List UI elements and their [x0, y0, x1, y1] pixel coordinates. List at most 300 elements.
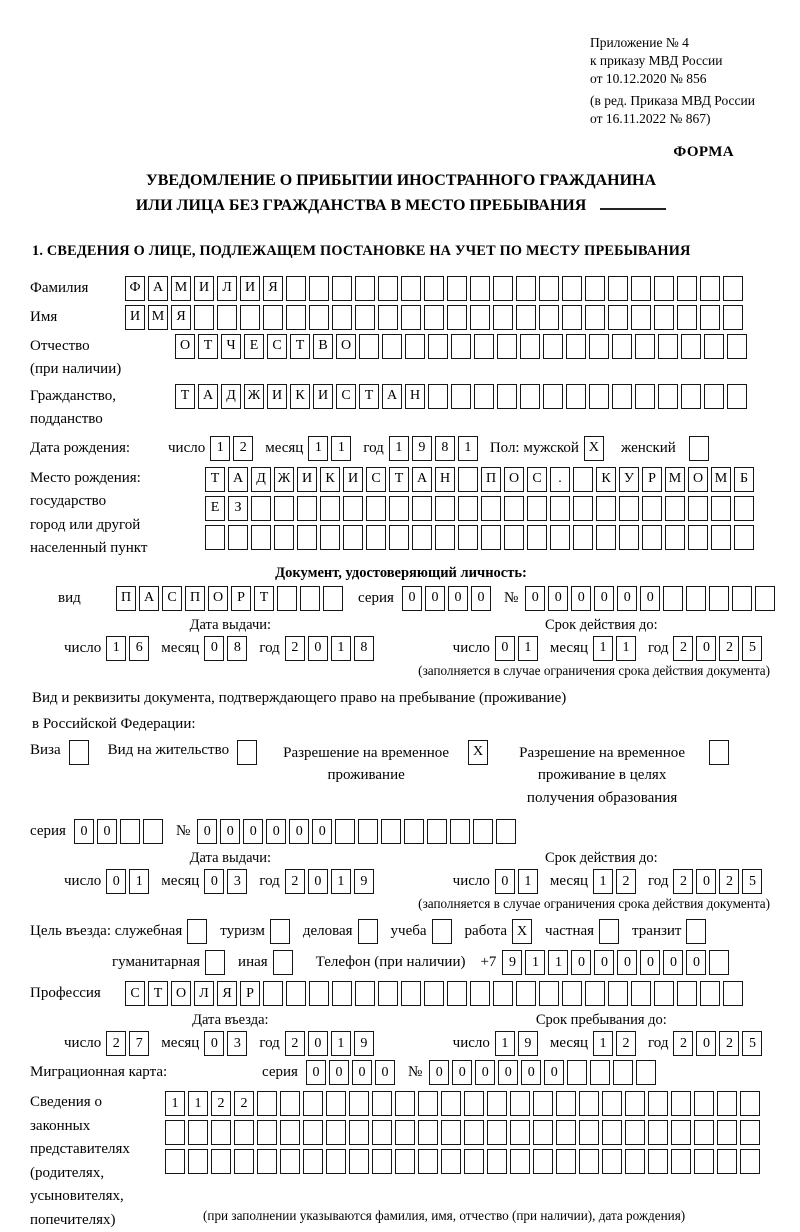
birthplace-cell[interactable]	[527, 525, 547, 550]
purpose-transit-checkbox[interactable]	[686, 919, 706, 944]
representative-cell[interactable]	[349, 1091, 369, 1116]
stay-doc-series-cell[interactable]: 0	[74, 819, 94, 844]
visa-checkbox[interactable]	[69, 740, 89, 765]
profession-cell[interactable]	[263, 981, 283, 1006]
identity-issue-year-cell[interactable]: 0	[308, 636, 328, 661]
profession-cell[interactable]	[401, 981, 421, 1006]
representative-cell[interactable]	[165, 1120, 185, 1145]
stay-doc-number-cell[interactable]	[496, 819, 516, 844]
representative-cell[interactable]	[349, 1149, 369, 1174]
migration-number-cell[interactable]	[567, 1060, 587, 1085]
identity-issue-year-cell[interactable]: 1	[331, 636, 351, 661]
representative-cell[interactable]: 2	[211, 1091, 231, 1116]
representative-cell[interactable]	[326, 1120, 346, 1145]
birthplace-cell[interactable]	[550, 496, 570, 521]
stay-doc-number-cell[interactable]: 0	[266, 819, 286, 844]
citizenship-cell[interactable]: А	[198, 384, 218, 409]
birthplace-cell[interactable]: С	[366, 467, 386, 492]
representative-cell[interactable]	[165, 1149, 185, 1174]
representative-cell[interactable]	[395, 1091, 415, 1116]
birthplace-cell[interactable]	[412, 525, 432, 550]
citizenship-cell[interactable]	[566, 384, 586, 409]
surname-cell[interactable]	[332, 276, 352, 301]
until-month-cell[interactable]: 2	[616, 1031, 636, 1056]
identity-issue-day-cell[interactable]: 6	[129, 636, 149, 661]
identity-kind-cell[interactable]: П	[116, 586, 136, 611]
birthdate-month-cell[interactable]: 1	[308, 436, 328, 461]
birthplace-cell[interactable]	[573, 467, 593, 492]
representative-cell[interactable]	[326, 1091, 346, 1116]
representative-cell[interactable]	[510, 1120, 530, 1145]
firstname-cell[interactable]	[654, 305, 674, 330]
identity-issue-month-cell[interactable]: 0	[204, 636, 224, 661]
identity-issue-month-cell[interactable]: 8	[227, 636, 247, 661]
birthplace-cell[interactable]	[435, 525, 455, 550]
profession-cell[interactable]	[562, 981, 582, 1006]
birthplace-cell[interactable]: Б	[734, 467, 754, 492]
representative-cell[interactable]	[717, 1149, 737, 1174]
profession-cell[interactable]: Р	[240, 981, 260, 1006]
stay-doc-valid-month-cell[interactable]: 1	[593, 869, 613, 894]
surname-cell[interactable]	[539, 276, 559, 301]
representative-cell[interactable]	[464, 1149, 484, 1174]
representative-cell[interactable]	[326, 1149, 346, 1174]
representative-cell[interactable]	[694, 1120, 714, 1145]
representative-cell[interactable]: 1	[165, 1091, 185, 1116]
migration-series-cell[interactable]: 0	[306, 1060, 326, 1085]
birthplace-cell[interactable]	[573, 525, 593, 550]
representative-cell[interactable]	[487, 1120, 507, 1145]
stay-doc-valid-day-cell[interactable]: 1	[518, 869, 538, 894]
patronymic-cell[interactable]: В	[313, 334, 333, 359]
profession-cell[interactable]	[332, 981, 352, 1006]
identity-number-cell[interactable]: 0	[594, 586, 614, 611]
birthplace-cell[interactable]: О	[688, 467, 708, 492]
identity-kind-cell[interactable]: П	[185, 586, 205, 611]
stay-doc-valid-year-cell[interactable]: 5	[742, 869, 762, 894]
surname-cell[interactable]	[562, 276, 582, 301]
birthplace-cell[interactable]	[389, 525, 409, 550]
birthplace-cell[interactable]	[251, 525, 271, 550]
surname-cell[interactable]: И	[240, 276, 260, 301]
identity-issue-year-cell[interactable]: 8	[354, 636, 374, 661]
birthplace-cell[interactable]: А	[412, 467, 432, 492]
patronymic-cell[interactable]	[566, 334, 586, 359]
sex-male-checkbox[interactable]: X	[584, 436, 604, 461]
phone-digit-cell[interactable]: 1	[548, 950, 568, 975]
patronymic-cell[interactable]	[635, 334, 655, 359]
phone-digit-cell[interactable]: 0	[663, 950, 683, 975]
birthplace-cell[interactable]	[504, 496, 524, 521]
birthplace-cell[interactable]: А	[228, 467, 248, 492]
patronymic-cell[interactable]: С	[267, 334, 287, 359]
representative-cell[interactable]	[648, 1120, 668, 1145]
patronymic-cell[interactable]: Ч	[221, 334, 241, 359]
citizenship-cell[interactable]	[428, 384, 448, 409]
purpose-study-checkbox[interactable]	[432, 919, 452, 944]
sex-female-checkbox[interactable]	[689, 436, 709, 461]
phone-digit-cell[interactable]: 1	[525, 950, 545, 975]
birthplace-cell[interactable]	[343, 496, 363, 521]
firstname-cell[interactable]	[378, 305, 398, 330]
identity-valid-month-cell[interactable]: 1	[616, 636, 636, 661]
stay-doc-valid-year-cell[interactable]: 2	[673, 869, 693, 894]
firstname-cell[interactable]: И	[125, 305, 145, 330]
representative-cell[interactable]	[441, 1149, 461, 1174]
profession-cell[interactable]	[585, 981, 605, 1006]
birthplace-cell[interactable]	[619, 496, 639, 521]
representative-cell[interactable]	[395, 1120, 415, 1145]
citizenship-cell[interactable]: Н	[405, 384, 425, 409]
patronymic-cell[interactable]	[474, 334, 494, 359]
phone-digit-cell[interactable]: 0	[617, 950, 637, 975]
identity-valid-month-cell[interactable]: 1	[593, 636, 613, 661]
firstname-cell[interactable]	[585, 305, 605, 330]
purpose-business-checkbox[interactable]	[358, 919, 378, 944]
citizenship-cell[interactable]	[681, 384, 701, 409]
birthplace-cell[interactable]	[734, 496, 754, 521]
until-year-cell[interactable]: 2	[719, 1031, 739, 1056]
surname-cell[interactable]	[286, 276, 306, 301]
birthplace-cell[interactable]: Е	[205, 496, 225, 521]
profession-cell[interactable]: Я	[217, 981, 237, 1006]
identity-number-cell[interactable]: 0	[617, 586, 637, 611]
firstname-cell[interactable]	[332, 305, 352, 330]
representative-cell[interactable]	[694, 1091, 714, 1116]
identity-series-cell[interactable]: 0	[448, 586, 468, 611]
surname-cell[interactable]	[631, 276, 651, 301]
entry-year-cell[interactable]: 0	[308, 1031, 328, 1056]
birthplace-cell[interactable]: Т	[389, 467, 409, 492]
stay-doc-valid-year-cell[interactable]: 2	[719, 869, 739, 894]
identity-series-cell[interactable]: 0	[471, 586, 491, 611]
citizenship-cell[interactable]	[727, 384, 747, 409]
residence-permit-checkbox[interactable]	[237, 740, 257, 765]
birthplace-cell[interactable]	[251, 496, 271, 521]
representative-cell[interactable]	[441, 1120, 461, 1145]
until-month-cell[interactable]: 1	[593, 1031, 613, 1056]
representative-cell[interactable]	[602, 1149, 622, 1174]
birthplace-cell[interactable]: .	[550, 467, 570, 492]
firstname-cell[interactable]	[217, 305, 237, 330]
representative-cell[interactable]	[556, 1120, 576, 1145]
firstname-cell[interactable]	[355, 305, 375, 330]
representative-cell[interactable]	[533, 1149, 553, 1174]
representative-cell[interactable]	[418, 1149, 438, 1174]
stay-doc-issue-year-cell[interactable]: 2	[285, 869, 305, 894]
birthplace-cell[interactable]: К	[320, 467, 340, 492]
representative-cell[interactable]	[372, 1120, 392, 1145]
firstname-cell[interactable]	[447, 305, 467, 330]
birthdate-day-cell[interactable]: 1	[210, 436, 230, 461]
surname-cell[interactable]: И	[194, 276, 214, 301]
identity-kind-cell[interactable]: С	[162, 586, 182, 611]
surname-cell[interactable]: Л	[217, 276, 237, 301]
migration-number-cell[interactable]	[636, 1060, 656, 1085]
birthplace-cell[interactable]: З	[228, 496, 248, 521]
representative-cell[interactable]: 2	[234, 1091, 254, 1116]
patronymic-cell[interactable]	[589, 334, 609, 359]
representative-cell[interactable]	[211, 1149, 231, 1174]
representative-cell[interactable]	[648, 1091, 668, 1116]
identity-valid-year-cell[interactable]: 5	[742, 636, 762, 661]
citizenship-cell[interactable]: С	[336, 384, 356, 409]
firstname-cell[interactable]	[470, 305, 490, 330]
profession-cell[interactable]	[424, 981, 444, 1006]
purpose-other-checkbox[interactable]	[273, 950, 293, 975]
identity-number-cell[interactable]	[663, 586, 683, 611]
birthplace-cell[interactable]	[688, 496, 708, 521]
representative-cell[interactable]	[602, 1091, 622, 1116]
representative-cell[interactable]	[441, 1091, 461, 1116]
migration-number-cell[interactable]: 0	[521, 1060, 541, 1085]
profession-cell[interactable]: Л	[194, 981, 214, 1006]
representative-cell[interactable]	[671, 1120, 691, 1145]
citizenship-cell[interactable]: Ж	[244, 384, 264, 409]
patronymic-cell[interactable]	[497, 334, 517, 359]
birthplace-cell[interactable]	[688, 525, 708, 550]
birthplace-cell[interactable]	[642, 525, 662, 550]
temp-residence-checkbox[interactable]: X	[468, 740, 488, 765]
identity-kind-cell[interactable]: Р	[231, 586, 251, 611]
patronymic-cell[interactable]	[658, 334, 678, 359]
stay-doc-issue-year-cell[interactable]: 9	[354, 869, 374, 894]
profession-cell[interactable]	[355, 981, 375, 1006]
firstname-cell[interactable]	[263, 305, 283, 330]
phone-digit-cell[interactable]	[709, 950, 729, 975]
identity-series-cell[interactable]: 0	[402, 586, 422, 611]
stay-doc-number-cell[interactable]: 0	[243, 819, 263, 844]
identity-number-cell[interactable]	[686, 586, 706, 611]
citizenship-cell[interactable]: Т	[175, 384, 195, 409]
profession-cell[interactable]	[608, 981, 628, 1006]
birthplace-cell[interactable]: Т	[205, 467, 225, 492]
stay-doc-valid-day-cell[interactable]: 0	[495, 869, 515, 894]
patronymic-cell[interactable]: О	[336, 334, 356, 359]
stay-doc-number-cell[interactable]: 0	[289, 819, 309, 844]
representative-cell[interactable]	[464, 1091, 484, 1116]
representative-cell[interactable]	[349, 1120, 369, 1145]
profession-cell[interactable]	[470, 981, 490, 1006]
birthplace-cell[interactable]: Р	[642, 467, 662, 492]
birthdate-year-cell[interactable]: 8	[435, 436, 455, 461]
firstname-cell[interactable]	[608, 305, 628, 330]
stay-doc-number-cell[interactable]	[473, 819, 493, 844]
stay-doc-number-cell[interactable]	[427, 819, 447, 844]
birthplace-cell[interactable]	[458, 525, 478, 550]
identity-kind-cell[interactable]	[300, 586, 320, 611]
stay-doc-issue-month-cell[interactable]: 0	[204, 869, 224, 894]
entry-year-cell[interactable]: 2	[285, 1031, 305, 1056]
firstname-cell[interactable]	[723, 305, 743, 330]
identity-number-cell[interactable]	[732, 586, 752, 611]
identity-valid-day-cell[interactable]: 0	[495, 636, 515, 661]
surname-cell[interactable]	[401, 276, 421, 301]
representative-cell[interactable]	[556, 1149, 576, 1174]
representative-cell[interactable]	[257, 1120, 277, 1145]
representative-cell[interactable]	[579, 1091, 599, 1116]
surname-cell[interactable]	[608, 276, 628, 301]
identity-kind-cell[interactable]: О	[208, 586, 228, 611]
representative-cell[interactable]	[372, 1149, 392, 1174]
representative-cell[interactable]	[671, 1149, 691, 1174]
birthplace-cell[interactable]	[297, 496, 317, 521]
representative-cell[interactable]	[579, 1149, 599, 1174]
profession-cell[interactable]	[516, 981, 536, 1006]
identity-number-cell[interactable]: 0	[640, 586, 660, 611]
identity-issue-year-cell[interactable]: 2	[285, 636, 305, 661]
surname-cell[interactable]	[309, 276, 329, 301]
representative-cell[interactable]	[257, 1091, 277, 1116]
stay-doc-valid-year-cell[interactable]: 0	[696, 869, 716, 894]
birthplace-cell[interactable]	[642, 496, 662, 521]
birthplace-cell[interactable]	[343, 525, 363, 550]
representative-cell[interactable]	[556, 1091, 576, 1116]
stay-doc-issue-day-cell[interactable]: 1	[129, 869, 149, 894]
representative-cell[interactable]	[280, 1149, 300, 1174]
representative-cell[interactable]	[648, 1149, 668, 1174]
birthplace-cell[interactable]: И	[297, 467, 317, 492]
birthdate-month-cell[interactable]: 1	[331, 436, 351, 461]
firstname-cell[interactable]	[539, 305, 559, 330]
stay-doc-number-cell[interactable]	[404, 819, 424, 844]
until-year-cell[interactable]: 2	[673, 1031, 693, 1056]
representative-cell[interactable]	[234, 1149, 254, 1174]
identity-kind-cell[interactable]	[323, 586, 343, 611]
profession-cell[interactable]	[493, 981, 513, 1006]
representative-cell[interactable]	[211, 1120, 231, 1145]
representative-cell[interactable]	[602, 1120, 622, 1145]
purpose-work-checkbox[interactable]: X	[512, 919, 532, 944]
patronymic-cell[interactable]	[428, 334, 448, 359]
identity-valid-day-cell[interactable]: 1	[518, 636, 538, 661]
citizenship-cell[interactable]: А	[382, 384, 402, 409]
birthplace-cell[interactable]	[665, 496, 685, 521]
patronymic-cell[interactable]	[405, 334, 425, 359]
representative-cell[interactable]	[510, 1091, 530, 1116]
birthplace-cell[interactable]	[412, 496, 432, 521]
stay-doc-issue-day-cell[interactable]: 0	[106, 869, 126, 894]
birthplace-cell[interactable]	[550, 525, 570, 550]
birthplace-cell[interactable]	[596, 525, 616, 550]
birthplace-cell[interactable]	[228, 525, 248, 550]
until-year-cell[interactable]: 0	[696, 1031, 716, 1056]
representative-cell[interactable]	[533, 1091, 553, 1116]
firstname-cell[interactable]: М	[148, 305, 168, 330]
birthplace-cell[interactable]	[435, 496, 455, 521]
firstname-cell[interactable]	[493, 305, 513, 330]
profession-cell[interactable]	[677, 981, 697, 1006]
stay-doc-series-cell[interactable]	[143, 819, 163, 844]
representative-cell[interactable]	[257, 1149, 277, 1174]
entry-month-cell[interactable]: 0	[204, 1031, 224, 1056]
identity-series-cell[interactable]: 0	[425, 586, 445, 611]
firstname-cell[interactable]	[240, 305, 260, 330]
phone-digit-cell[interactable]: 0	[571, 950, 591, 975]
birthplace-cell[interactable]	[711, 525, 731, 550]
birthplace-cell[interactable]	[274, 496, 294, 521]
stay-doc-number-cell[interactable]: 0	[312, 819, 332, 844]
entry-day-cell[interactable]: 2	[106, 1031, 126, 1056]
surname-cell[interactable]	[677, 276, 697, 301]
profession-cell[interactable]	[309, 981, 329, 1006]
phone-digit-cell[interactable]: 9	[502, 950, 522, 975]
profession-cell[interactable]	[631, 981, 651, 1006]
patronymic-cell[interactable]: Т	[198, 334, 218, 359]
identity-number-cell[interactable]	[709, 586, 729, 611]
birthplace-cell[interactable]	[573, 496, 593, 521]
birthplace-cell[interactable]	[665, 525, 685, 550]
patronymic-cell[interactable]: Е	[244, 334, 264, 359]
representative-cell[interactable]	[487, 1091, 507, 1116]
migration-number-cell[interactable]: 0	[475, 1060, 495, 1085]
birthplace-cell[interactable]	[205, 525, 225, 550]
birthplace-cell[interactable]	[389, 496, 409, 521]
birthplace-cell[interactable]: К	[596, 467, 616, 492]
stay-doc-number-cell[interactable]	[358, 819, 378, 844]
firstname-cell[interactable]	[677, 305, 697, 330]
representative-cell[interactable]	[625, 1120, 645, 1145]
representative-cell[interactable]	[188, 1149, 208, 1174]
birthplace-cell[interactable]	[320, 525, 340, 550]
representative-cell[interactable]	[579, 1120, 599, 1145]
identity-number-cell[interactable]: 0	[525, 586, 545, 611]
representative-cell[interactable]	[533, 1120, 553, 1145]
until-year-cell[interactable]: 5	[742, 1031, 762, 1056]
patronymic-cell[interactable]	[727, 334, 747, 359]
birthplace-cell[interactable]: С	[527, 467, 547, 492]
patronymic-cell[interactable]	[520, 334, 540, 359]
birthplace-cell[interactable]	[274, 525, 294, 550]
birthplace-cell[interactable]: У	[619, 467, 639, 492]
representative-cell[interactable]	[694, 1149, 714, 1174]
identity-valid-year-cell[interactable]: 0	[696, 636, 716, 661]
migration-number-cell[interactable]: 0	[452, 1060, 472, 1085]
stay-doc-number-cell[interactable]: 0	[197, 819, 217, 844]
purpose-tourism-checkbox[interactable]	[270, 919, 290, 944]
representative-cell[interactable]	[303, 1149, 323, 1174]
birthdate-day-cell[interactable]: 2	[233, 436, 253, 461]
birthplace-cell[interactable]	[366, 525, 386, 550]
firstname-cell[interactable]	[631, 305, 651, 330]
representative-cell[interactable]	[234, 1120, 254, 1145]
stay-doc-issue-month-cell[interactable]: 3	[227, 869, 247, 894]
citizenship-cell[interactable]	[589, 384, 609, 409]
birthplace-cell[interactable]	[366, 496, 386, 521]
firstname-cell[interactable]	[309, 305, 329, 330]
firstname-cell[interactable]	[562, 305, 582, 330]
firstname-cell[interactable]	[401, 305, 421, 330]
representative-cell[interactable]	[717, 1091, 737, 1116]
representative-cell[interactable]	[418, 1091, 438, 1116]
citizenship-cell[interactable]: И	[267, 384, 287, 409]
citizenship-cell[interactable]	[704, 384, 724, 409]
identity-kind-cell[interactable]: Т	[254, 586, 274, 611]
representative-cell[interactable]	[464, 1120, 484, 1145]
identity-number-cell[interactable]: 0	[571, 586, 591, 611]
birthdate-year-cell[interactable]: 9	[412, 436, 432, 461]
profession-cell[interactable]: С	[125, 981, 145, 1006]
entry-year-cell[interactable]: 1	[331, 1031, 351, 1056]
migration-series-cell[interactable]: 0	[329, 1060, 349, 1085]
surname-cell[interactable]	[700, 276, 720, 301]
identity-issue-day-cell[interactable]: 1	[106, 636, 126, 661]
stay-doc-issue-year-cell[interactable]: 0	[308, 869, 328, 894]
identity-valid-year-cell[interactable]: 2	[673, 636, 693, 661]
representative-cell[interactable]	[372, 1091, 392, 1116]
migration-series-cell[interactable]: 0	[375, 1060, 395, 1085]
birthdate-year-cell[interactable]: 1	[458, 436, 478, 461]
